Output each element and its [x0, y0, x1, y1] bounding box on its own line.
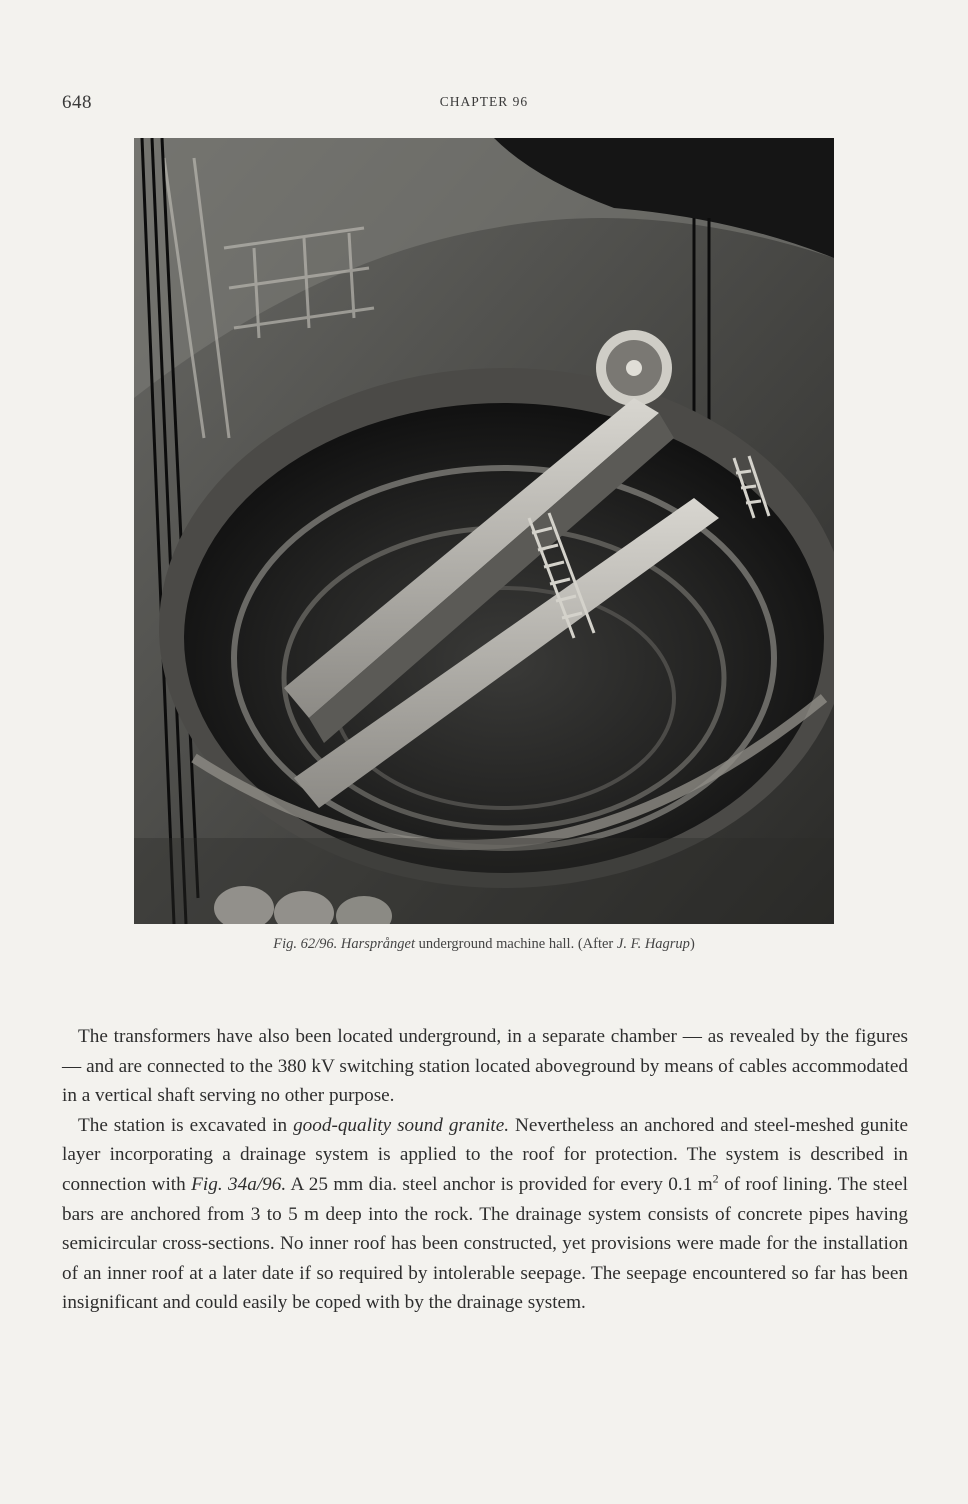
page-number: 648 — [62, 92, 92, 113]
photo-illustration — [134, 138, 834, 924]
paragraph-1: The transformers have also been located underground, in a separate chamber — as revealed by the figures — and are connected to the 380 kV switching station located aboveground by means of cables accommodated in a vertical shaft serving no other purpose. — [62, 1026, 908, 1107]
figure-caption — [0, 936, 968, 953]
caption-text: underground machine hall. (After — [418, 936, 614, 952]
caption-label: Fig. 62/96. — [273, 936, 338, 952]
paragraph-2-part-2: Nevertheless an anchored and steel-meshed gunite layer incorporating a drainage system is applied to the roof for protection. The system is described in connection with — [62, 1114, 908, 1195]
running-head: CHAPTER 96 — [439, 94, 529, 109]
caption-author: J. F. Hagrup — [616, 936, 690, 952]
paragraph-2-superscript: 2 — [712, 1171, 719, 1186]
machine-hall-photo — [134, 138, 834, 924]
caption-place-name: Harsprånget — [340, 936, 416, 952]
paragraph-2-part-4: of roof lining. The steel bars are anchored from 3 to 5 m deep into the rock. The drainage system consists of concrete pipes having semicircular cross-sections. No inner roof has been constructed, yet provisions were made for the installation of an inner roof at a later date if so required by intolerable seepage. The seepage encountered so far has been insignificant and could easily be coped with by the drainage system. — [62, 1173, 908, 1314]
paragraph-2 — [62, 1111, 908, 1318]
paragraph-2-part-1: The station is excavated in — [78, 1114, 288, 1136]
paragraph-2-part-3: A 25 mm dia. steel anchor is provided for every 0.1 m — [290, 1173, 713, 1195]
paragraph-2-italic-2: Fig. 34a/96. — [191, 1173, 287, 1195]
paragraph-2-italic-1: good-quality sound granite. — [293, 1114, 510, 1136]
body-text — [62, 1022, 908, 1318]
caption-close: ) — [689, 936, 695, 952]
